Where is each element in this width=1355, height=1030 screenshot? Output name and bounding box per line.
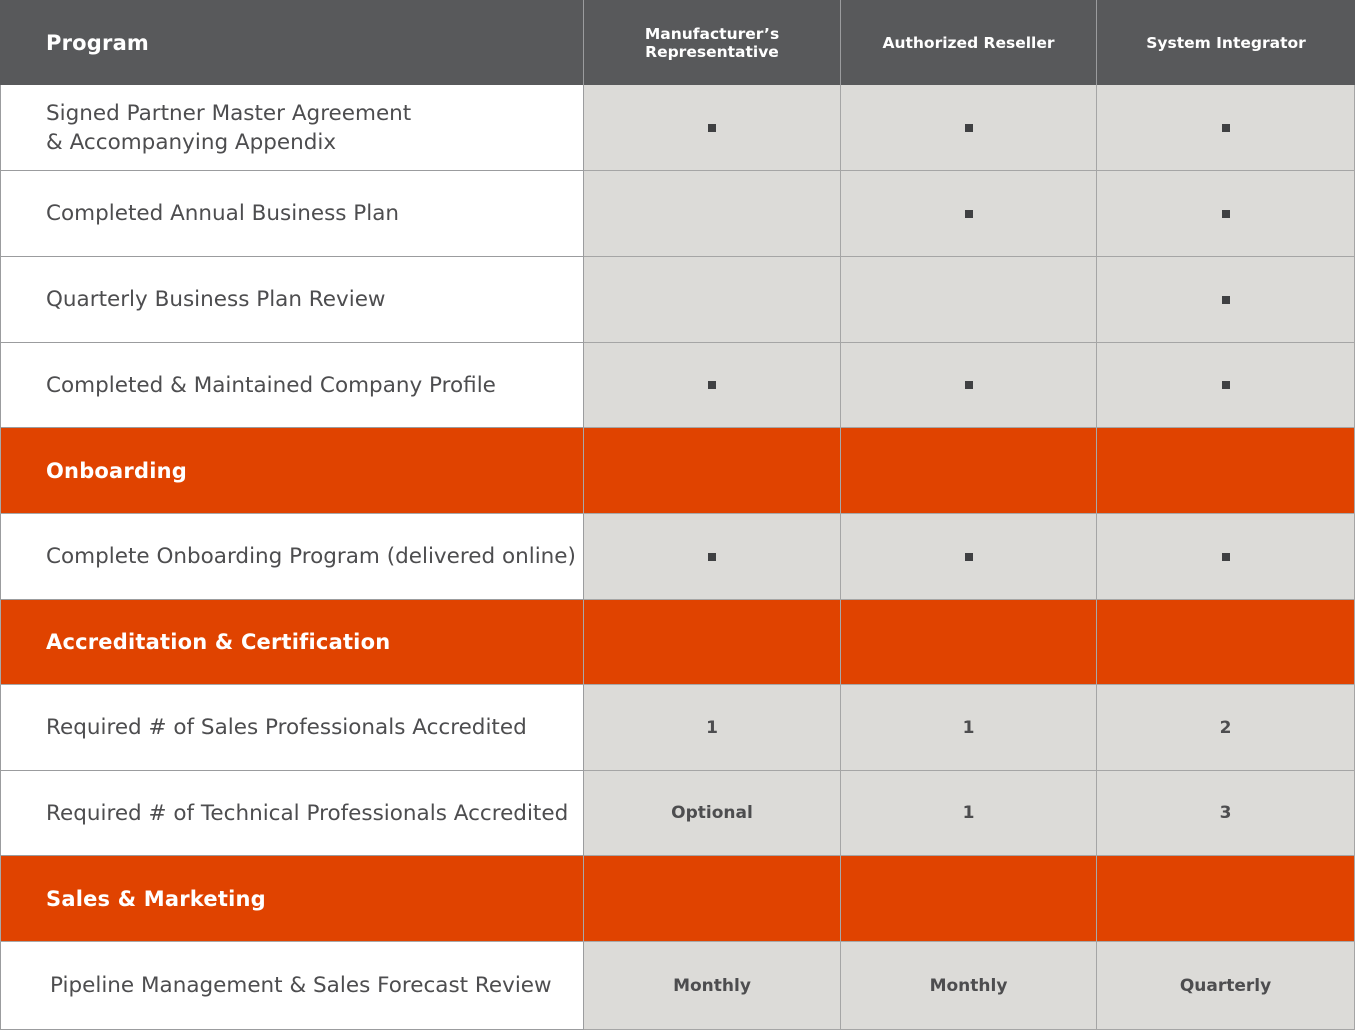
section-empty-cell bbox=[841, 856, 1097, 942]
square-bullet-icon bbox=[1222, 124, 1230, 132]
value-cell bbox=[1097, 942, 1355, 1030]
requirement-label-cell bbox=[0, 771, 584, 856]
value-cell bbox=[1097, 343, 1355, 428]
requirement-label-line1: Pipeline Management & Sales Forecast Review bbox=[50, 973, 552, 998]
square-bullet-icon bbox=[1222, 210, 1230, 218]
table-row bbox=[0, 257, 1355, 343]
value-cell bbox=[584, 942, 841, 1030]
section-empty-cell bbox=[1097, 856, 1355, 942]
value-text: 1 bbox=[706, 717, 718, 738]
section-title: Onboarding bbox=[46, 458, 188, 483]
header-col-label-line1: Authorized Reseller bbox=[882, 33, 1055, 52]
requirement-label-line1: Required # of Technical Professionals Accredited bbox=[46, 800, 569, 826]
square-bullet-icon bbox=[965, 124, 973, 132]
table-row bbox=[0, 85, 1355, 171]
section-title: Sales & Marketing bbox=[46, 886, 266, 911]
value-cell bbox=[584, 685, 841, 771]
value-cell bbox=[841, 171, 1097, 257]
section-row bbox=[0, 856, 1355, 942]
value-cell bbox=[1097, 257, 1355, 343]
requirement-label-cell bbox=[0, 514, 584, 600]
value-text: 3 bbox=[1219, 803, 1232, 823]
value-text: Monthly bbox=[673, 975, 751, 996]
requirement-label-line1: Quarterly Business Plan Review bbox=[46, 287, 386, 312]
value-cell bbox=[841, 942, 1097, 1030]
value-cell bbox=[584, 85, 841, 171]
value-text: Monthly bbox=[929, 975, 1008, 996]
value-cell bbox=[841, 343, 1097, 428]
requirement-label bbox=[1, 371, 496, 400]
value-cell bbox=[841, 85, 1097, 171]
requirement-label-cell bbox=[0, 257, 584, 343]
requirement-label bbox=[1, 285, 386, 314]
requirement-label bbox=[1, 542, 576, 571]
value-cell bbox=[1097, 171, 1355, 257]
section-label-cell bbox=[0, 428, 584, 514]
requirement-label-line1: Required # of Sales Professionals Accredited bbox=[46, 715, 527, 740]
table-row bbox=[0, 771, 1355, 856]
table-row bbox=[0, 942, 1355, 1030]
value-cell bbox=[1097, 685, 1355, 771]
table-row bbox=[0, 171, 1355, 257]
square-bullet-icon bbox=[1222, 553, 1230, 561]
requirement-label-line1: Signed Partner Master Agreement bbox=[46, 100, 412, 126]
square-bullet-icon bbox=[708, 124, 716, 132]
value-cell bbox=[841, 771, 1097, 856]
section-empty-cell bbox=[841, 600, 1097, 685]
section-row bbox=[0, 428, 1355, 514]
section-empty-cell bbox=[1097, 428, 1355, 514]
requirement-label-cell bbox=[0, 171, 584, 257]
value-cell bbox=[841, 257, 1097, 343]
value-cell bbox=[1097, 514, 1355, 600]
square-bullet-icon bbox=[1222, 381, 1230, 389]
square-bullet-icon bbox=[1222, 296, 1230, 304]
square-bullet-icon bbox=[708, 553, 716, 561]
value-cell bbox=[584, 771, 841, 856]
header-program-cell bbox=[0, 0, 584, 85]
value-cell bbox=[841, 514, 1097, 600]
value-text: 2 bbox=[1219, 717, 1232, 738]
section-label-cell bbox=[0, 600, 584, 685]
square-bullet-icon bbox=[708, 381, 716, 389]
requirement-label-cell bbox=[0, 85, 584, 171]
section-empty-cell bbox=[584, 428, 841, 514]
requirement-label-line1: Completed & Maintained Company Profile bbox=[46, 372, 496, 398]
requirement-label bbox=[1, 713, 527, 742]
value-text: Quarterly bbox=[1179, 975, 1272, 996]
header-col-label-line2: Representative bbox=[645, 42, 779, 61]
value-text: 1 bbox=[962, 717, 975, 738]
header-col-system-integrator bbox=[1097, 0, 1355, 85]
value-cell bbox=[1097, 85, 1355, 171]
section-empty-cell bbox=[584, 600, 841, 685]
section-empty-cell bbox=[841, 428, 1097, 514]
requirement-label-cell bbox=[0, 685, 584, 771]
requirement-label bbox=[1, 199, 399, 228]
value-cell bbox=[584, 514, 841, 600]
requirement-label bbox=[1, 971, 552, 1000]
section-empty-cell bbox=[1097, 600, 1355, 685]
section-title: Accreditation & Certification bbox=[46, 630, 391, 654]
square-bullet-icon bbox=[965, 553, 973, 561]
requirement-label-line2: & Accompanying Appendix bbox=[46, 129, 337, 155]
requirement-label-cell bbox=[0, 942, 584, 1030]
header-col-manufacturers-rep bbox=[584, 0, 841, 85]
requirement-label bbox=[1, 99, 411, 157]
table-row bbox=[0, 685, 1355, 771]
table-header-row bbox=[0, 0, 1355, 85]
section-empty-cell bbox=[584, 856, 841, 942]
header-program-label: Program bbox=[46, 30, 150, 55]
value-cell bbox=[584, 257, 841, 343]
table-row bbox=[0, 343, 1355, 428]
requirement-label-cell bbox=[0, 343, 584, 428]
table-row bbox=[0, 514, 1355, 600]
value-cell bbox=[584, 343, 841, 428]
header-col-authorized-reseller bbox=[841, 0, 1097, 85]
square-bullet-icon bbox=[965, 210, 973, 218]
section-row bbox=[0, 600, 1355, 685]
requirement-label-line1: Completed Annual Business Plan bbox=[46, 201, 400, 226]
header-col-label-line1: System Integrator bbox=[1146, 33, 1306, 52]
value-cell bbox=[584, 171, 841, 257]
square-bullet-icon bbox=[965, 381, 973, 389]
requirement-label-line1: Complete Onboarding Program (delivered online) bbox=[46, 544, 576, 569]
value-cell bbox=[1097, 771, 1355, 856]
section-label-cell bbox=[0, 856, 584, 942]
value-text: Optional bbox=[671, 803, 753, 823]
value-text: 1 bbox=[962, 803, 975, 823]
requirement-label bbox=[1, 799, 568, 828]
header-col-label-line1: Manufacturer’s bbox=[644, 24, 780, 43]
value-cell bbox=[841, 685, 1097, 771]
